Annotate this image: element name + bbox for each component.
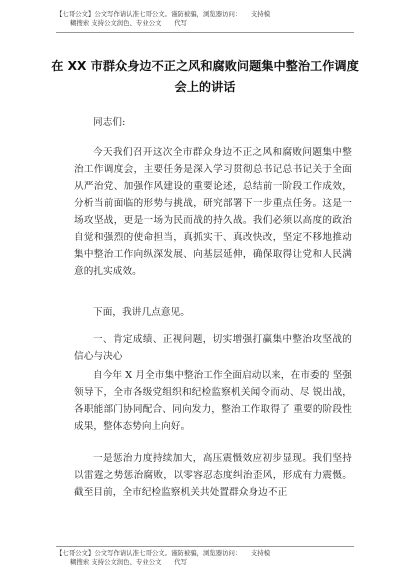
body-paragraph-progress: 自今年 X 月全市集中整治工作全面启动以来，在市委的 坚强领导下，全市各级党组织和纪检监察机关闻令而动、尽 锐出战，各职能部门协同配合、同向发力，整治工作取得了 重要的阶段性成果，整体态势向上向好。	[74, 370, 352, 432]
body-paragraph-point-1: 一是惩治力度持续加大，高压震慑效应初步显现。我们坚持以雷霆之势惩治腐败，以零容忍态度纠治歪风，形成有力震慑。截至目前，全市纪检监察机关共处置群众身边不正	[74, 453, 352, 498]
footer-divider	[56, 546, 354, 547]
page-footer-notice	[0, 549, 410, 566]
header-divider	[56, 32, 354, 33]
footer-line-1: 【七哥公文】公文写作请认准七哥公文。谨防被骗，浏览器访问： 支持模	[56, 549, 271, 557]
body-paragraph-intro: 今天我们召开这次全市群众身边不正之风和腐败问题集中整治工作调度会，主要任务是深入学习贯彻总书记总书记关于全面从严治党、加强作风建设的重要论述，总结前一阶段工作成效，分析当前面临的形势与挑战，研究部署下一步重点任务。这是一场攻坚战，更是一场为民而战的持久战。我们必须以高度的政治自觉和强烈的使命担当，真抓实干、真改快改，坚定不移地推动集中整治工作向纵深发展、向基层延伸，确保取得让党和人民满意的扎实成效。	[74, 147, 352, 277]
section-heading-1: 一、肯定成绩、正视问题，切实增强打赢集中整治攻坚战的信心与决心	[74, 334, 352, 362]
document-title	[40, 56, 370, 98]
page-header-notice	[0, 10, 410, 27]
body-paragraph-transition: 下面，我讲几点意见。	[93, 307, 190, 318]
title-line-2: 会上的讲话	[174, 80, 236, 94]
salutation: 同志们:	[93, 117, 126, 128]
footer-line-2: 糊搜索 支持公文润色、专业公文 代写	[70, 557, 188, 566]
header-line-1: 【七哥公文】公文写作请认准七哥公文。谨防被骗，浏览器访问： 支持模	[56, 10, 271, 18]
title-line-1: 在 XX 市群众身边不正之风和腐败问题集中整治工作调度	[51, 59, 359, 73]
header-line-2: 糊搜索 支持公文润色、专业公文 代写	[70, 18, 188, 27]
